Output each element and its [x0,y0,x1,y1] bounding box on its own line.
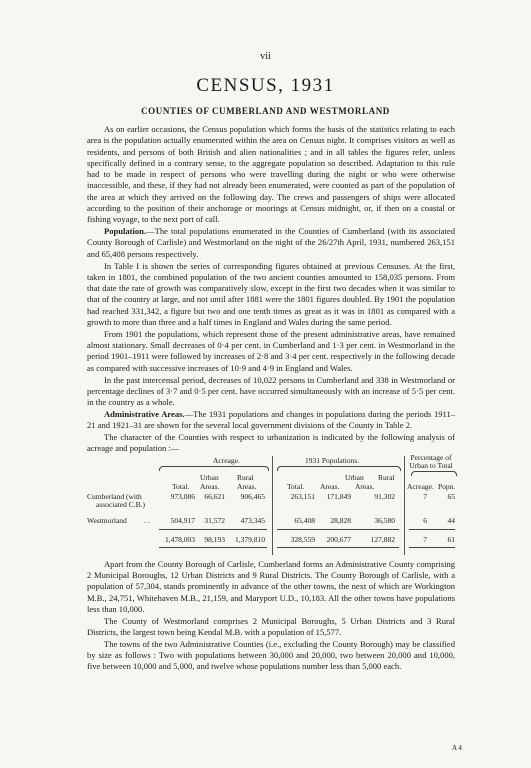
paragraph-since-1901: From 1901 the populations, which represent those of the present administrative areas, have remained almost stationary. Small decreases of 0·4 per cent. in Cumberland and 1·3 per cent. in Westmorland in the period 1901–1911 were followed by increases of 2·8 and 3·4 per cent. respectively in the following decade as compared with successive increases of 10·9 and 4·9 in England and Wales. [87,328,455,373]
paragraph-table-one: In Table I is shown the series of corresponding figures obtained at previous Censuses. At the first, taken in 1801, the combined population of the two ancient counties amounted to 158,035 persons. From that date the rate of growth was comparatively slow, except in the first two decades when it was similar to that of the country at large, and not until after 1881 were the 1801 figures doubled. By 1901 the population had reached 331,342, a figure but two and one tenth times as great as it was in 1801 as compared with a growth to more than three and a half times in England and Wales during the same period. [87,260,455,328]
row-leader-dots: . . [144,515,150,525]
cell-total-acreage-rural: 1,379,810 [235,534,265,544]
cell-pct-acreage: 6 [423,515,427,525]
row-label-westmorland: Westmorland [87,515,127,525]
cell-total-pct-popn: 61 [447,534,455,544]
page-title: CENSUS, 1931 [196,75,335,96]
page-subtitle: COUNTIES OF CUMBERLAND AND WESTMORLAND [141,106,390,116]
cell-pct-popn: 65 [447,491,455,501]
cell-total-acreage: 1,478,003 [165,534,195,544]
bottom-rule-acreage [159,547,267,548]
column-header-rural-pop-2: Areas. [355,481,375,491]
row-label-cumberland: Cumberland (with [87,491,142,501]
column-header-rural-pop: Rural [378,472,395,482]
column-header-urban-acreage-2: Areas. [200,481,220,491]
paragraph-population [87,226,455,260]
column-header-urban-acreage: Urban [200,472,219,482]
cell-acreage-urban: 31,572 [204,515,225,525]
page-number: vii [259,51,272,62]
cell-total-pop: 328,559 [290,534,315,544]
bottom-rule-percentage [409,547,455,548]
group-header-population: 1931 Populations. [305,455,360,465]
cell-pop-urban: 28,828 [330,515,351,525]
cell-pop-urban: 171,849 [326,491,351,501]
column-header-rural-acreage-2: Areas. [237,481,257,491]
brace-population [277,466,401,471]
cell-acreage-rural: 906,465 [240,491,265,501]
bottom-rule-population [277,547,399,548]
column-header-urban-pop-2: Areas. [320,481,340,491]
paragraph-intro: As on earlier occasions, the Census population which forms the basis of the statistics relating to each area is the population actually enumerated within the area on Census night. It comprises visitors as well as residents, and persons of both British and alien nationalities ; and in all tables the figures refer, unless specifically defined in a contrary sense, to the aggregate population so described. Adaptation to this rule had to be made in respect of persons who were travelling during the night or who were otherwise inaccessible, and these, if they had not already been enumerated, were counted as part of the population of the area at which they arrived on the following day. The crews and passengers of ships were allocated according to the position of their anchorage or moorings at Census midnight, or, if then on a coastal or fishing voyage, to the next port of call. [87,124,455,225]
cell-total-acreage-urban: 98,193 [204,534,225,544]
urbanization-table [87,452,456,557]
paragraph-town-sizes: The towns of the two Administrative Counties (i.e., excluding the County Borough) may be classified by size as follows : Two with populations between 30,000 and 20,000, two between 20,000 and 10,000, five between 10,000 and 5,000, and twelve whose populations number less than 5,000 each. [87,638,455,672]
total-rule-percentage [409,529,455,530]
cell-total-pop-rural: 127,882 [370,534,395,544]
column-header-pct-popn: Popn. [438,481,456,491]
paragraph-westmorland: The County of Westmorland comprises 2 Municipal Boroughs, 5 Urban Districts and 3 Rural Districts, the largest town being Kendal M.B. with a population of 15,577. [87,615,455,637]
cell-pct-popn: 44 [447,515,455,525]
cell-acreage-urban: 66,621 [204,491,225,501]
paragraph-urbanization: The character of the Counties with respect to urbanization is indicated by the following analysis of acreage and population :— [87,432,455,454]
paragraph-admin-areas [87,409,455,432]
column-header-rural-acreage: Rural [237,472,254,482]
brace-acreage [159,466,269,471]
cell-pop-total: 263,151 [290,491,315,501]
cell-pop-total: 65,408 [294,515,315,525]
cell-acreage-total: 504,917 [170,515,195,525]
total-rule-acreage [159,529,267,530]
cell-pop-rural: 91,302 [374,491,395,501]
cell-total-pop-urban: 200,677 [326,534,351,544]
column-header-pct-acreage: Acreage. [407,481,434,491]
cell-acreage-total: 973,086 [170,491,195,501]
total-rule-population [277,529,399,530]
cell-pct-acreage: 7 [423,491,427,501]
row-label-cumberland-2: associated C.B.) [96,499,145,509]
column-header-total-acreage: Total. [172,481,190,491]
column-header-total-pop: Total. [287,481,305,491]
paragraph-cumberland-towns: Apart from the County Borough of Carlisle, Cumberland forms an Administrative County comprising 2 Municipal Boroughs, 12 Urban Districts and 9 Rural Districts. The County Borough of Carlisle, with a population of 57,304, stands prominently in advance of the other towns, the next of which are Workington M.B., 24,751, Whitehaven M.B., 21,159, and Maryport U.D., 10,183. All the other towns have populations less than 10,000. [87,558,455,614]
column-header-urban-pop: Urban [345,472,364,482]
printer-signature: A 4 [452,744,462,752]
brace-percentage [411,471,457,476]
cell-acreage-rural: 473,345 [240,515,265,525]
paragraph-admin-areas-text: —The 1931 populations and changes in populations during the periods 1911–21 and 1921–31 are shown for the several local government divisions of the County in Table 2. [87,408,455,431]
cell-total-pct-acreage: 7 [423,534,427,544]
paragraph-population-text: —The total populations enumerated in the Counties of Cumberland (with its associated County Borough of Carlisle) and Westmorland on the night of the 26/27th April, 1931, numbered 263,151 and 65,408 persons respectively. [87,226,455,259]
group-header-percentage: Percentage of Urban to Total [409,452,453,470]
body-text [87,124,455,673]
paragraph-intercensal: In the past intercensal period, decreases of 10,022 persons in Cumberland and 338 in Westmorland or percentage declines of 3·7 and 0·5 per cent. have occurred simultaneously with an increase of 5·5 per cent. in the country as a whole. [87,374,455,408]
heading-population: Population. [104,226,147,237]
cell-pop-rural: 36,580 [374,515,395,525]
heading-admin-areas: Administrative Areas. [104,408,185,419]
group-header-acreage: Acreage. [213,455,240,465]
